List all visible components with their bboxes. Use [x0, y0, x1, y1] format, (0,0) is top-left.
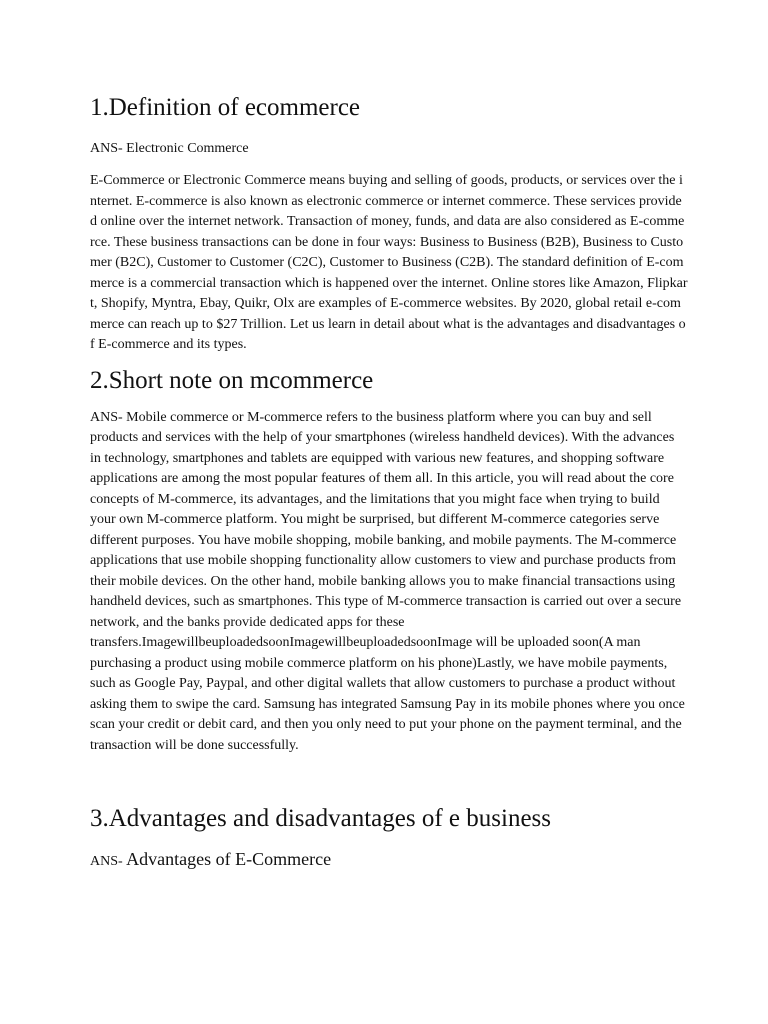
section-heading-ecommerce-definition: 1.Definition of ecommerce [90, 94, 361, 121]
answer-title: Advantages of E-Commerce [126, 849, 332, 869]
paragraph-mcommerce: ANS- Mobile commerce or M-commerce refers to the business platform where you can buy and sell products and services with the help of your smartphones (wireless handheld devices). With the advances in technology, smartphones and tablets are equipped with various new features, and shopping software applications are among the most popular features of them all. In this article, you will read about the core concepts of M-commerce, its advantages, and the limitations that you might face when trying to build your own M-commerce platform. You might be surprised, but different M-commerce categories serve different purposes. You have mobile shopping, mobile banking, and mobile payments. The M-commerce applications that use mobile shopping functionality allow customers to view and purchase products from their mobile devices. On the other hand, mobile banking allows you to make financial transactions using handheld devices, such as smartphones. This type of M-commerce transaction is carried out over a secure network, and the banks provide dedicated apps for these transfers.ImagewillbeuploadedsoonImagewillbeuploadedsoonImage will be uploaded soon(A man purchasing a product using mobile commerce platform on his phone)Lastly, we have mobile payments, such as Google Pay, Paypal, and other digital wallets that allow customers to purchase a product without asking them to swipe the card. Samsung has integrated Samsung Pay in its mobile phones where you once scan your credit or debit card, and then you only need to put your phone on the payment terminal, and the transaction will be done successfully. [90, 409, 685, 753]
answer-line-ecommerce: ANS- Electronic Commerce [90, 141, 249, 156]
paragraph-ecommerce: E-Commerce or Electronic Commerce means buying and selling of goods, products, or services over the internet. E-commerce is also known as electronic commerce or internet commerce. These services provided online over the internet network. Transaction of money, funds, and data are also considered as E-commerce. These business transactions can be done in four ways: Business to Business (B2B), Business to Customer (B2C), Customer to Customer (C2C), Customer to Business (C2B). The standard definition of E-commerce is a commercial transaction which is happened over the internet. Online stores like Amazon, Flipkart, Shopify, Myntra, Ebay, Quikr, Olx are examples of E-commerce websites. By 2020, global retail e-commerce can reach up to $27 Trillion. Let us learn in detail about what is the advantages and disadvantages of E-commerce and its types. [90, 173, 688, 352]
section-heading-mcommerce: 2.Short note on mcommerce [90, 366, 374, 394]
answer-line-advantages [90, 849, 688, 872]
answer-prefix: ANS- [90, 854, 127, 869]
section-heading-advantages: 3.Advantages and disadvantages of e business [90, 805, 551, 832]
